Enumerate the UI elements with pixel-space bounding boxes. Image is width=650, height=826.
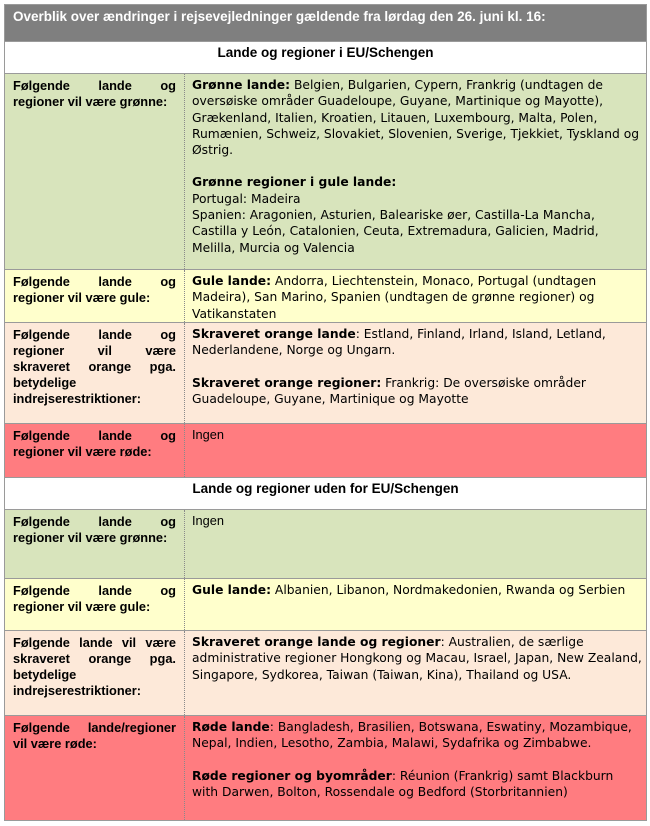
section-heading-eu — [4, 42, 647, 74]
eu-red-row — [4, 424, 647, 478]
eu-orange-regions-label: Skraveret orange regioner: — [192, 375, 382, 390]
non-eu-orange-row — [4, 631, 647, 716]
non-eu-red-countries-text: : Bangladesh, Brasilien, Botswana, Eswatiny, Mozambique, Nepal, Indien, Lesotho, Zambia, Malawi, Sydafrika og Zimbabwe. — [192, 720, 632, 751]
eu-orange-countries-text: : Estland, Finland, Irland, Island, Letland, Nederlandene, Norge og Ungarn. — [192, 327, 606, 358]
non-eu-green-text: Ingen — [192, 513, 225, 528]
non-eu-red-label: Følgende lande/regioner vil være røde: — [5, 716, 185, 820]
eu-yellow-row — [4, 270, 647, 323]
eu-orange-content — [185, 323, 646, 423]
eu-orange-regions-text: Frankrig: De oversøiske områder Guadeloupe, Guyane, Martinique og Mayotte — [192, 375, 586, 406]
eu-orange-row — [4, 323, 647, 424]
eu-green-regions-spain: Spanien: Aragonien, Asturien, Baleariske øer, Castilla-La Mancha, Castilla y León, Catalonien, Ceuta, Extremadura, Galicien, Madrid, Melilla, Murcia og Valencia — [192, 208, 599, 255]
eu-orange-countries-label: Skraveret orange lande — [192, 327, 356, 341]
non-eu-orange-countries-label: Skraveret orange lande og regioner — [192, 635, 441, 649]
eu-yellow-label: Følgende lande og regioner vil være gule: — [5, 270, 185, 322]
non-eu-red-content — [185, 716, 646, 820]
non-eu-green-row — [4, 510, 647, 579]
table-title-row — [4, 4, 647, 42]
eu-green-regions — [192, 174, 642, 255]
eu-green-regions-label: Grønne regioner i gule lande: — [192, 175, 397, 190]
eu-orange-label: Følgende lande og regioner vil være skraveret orange pga. betydelige indrejserestriktioner: — [5, 323, 185, 423]
eu-green-countries — [192, 77, 642, 158]
non-eu-yellow-countries-label: Gule lande: — [192, 583, 272, 597]
table-title: Overblik over ændringer i rejsevejledninger gældende fra lørdag den 26. juni kl. 16: — [13, 9, 546, 24]
eu-green-countries-text: Belgien, Bulgarien, Cypern, Frankrig (undtagen de oversøiske områder Guadeloupe, Guyane, Martinique og Mayotte), Grækenland, Italien, Kroatien, Litauen, Luxembourg, Malta, Polen, Rumænien, Schweiz, Slovakiet, Slovenien, Sverige, Tjekkiet, Tyskland og Østrig. — [192, 78, 640, 158]
non-eu-yellow-content — [185, 579, 646, 630]
eu-yellow-content — [185, 270, 646, 322]
non-eu-yellow-row — [4, 579, 647, 631]
non-eu-yellow-label: Følgende lande og regioner vil være gule: — [5, 579, 185, 630]
non-eu-red-row — [4, 716, 647, 821]
section-heading-non-eu — [4, 478, 647, 510]
non-eu-green-label: Følgende lande og regioner vil være grønne: — [5, 510, 185, 578]
non-eu-red-regions-label: Røde regioner og byområder — [192, 768, 392, 783]
non-eu-orange-label: Følgende lande vil være skraveret orange pga. betydelige indrejserestriktioner: — [5, 631, 185, 715]
travel-advice-table — [4, 4, 647, 821]
eu-yellow-countries-text: Andorra, Liechtenstein, Monaco, Portugal (undtagen Madeira), San Marino, Spanien (undtagen de grønne regioner) og Vatikanstaten — [192, 274, 597, 321]
eu-yellow-countries-label: Gule lande: — [192, 274, 272, 288]
non-eu-orange-countries-text: : Australien, de særlige administrative regioner Hongkong og Macau, Israel, Japan, New Zealand, Singapore, Sydkorea, Taiwan (Taiwan, Kina), Thailand og USA. — [192, 635, 642, 682]
non-eu-red-regions-text: : Réunion (Frankrig) samt Blackburn with Darwen, Bolton, Rossendale og Bedford (Storbritannien) — [192, 768, 614, 799]
eu-green-regions-portugal: Portugal: Madeira — [192, 191, 301, 206]
eu-green-label: Følgende lande og regioner vil være grønne: — [5, 74, 185, 269]
non-eu-orange-content — [185, 631, 646, 715]
non-eu-yellow-countries-text: Albanien, Libanon, Nordmakedonien, Rwanda og Serbien — [271, 583, 626, 597]
eu-red-text: Ingen — [192, 427, 225, 442]
eu-green-row — [4, 74, 647, 270]
eu-red-label: Følgende lande og regioner vil være røde: — [5, 424, 185, 477]
section-heading-non-eu-text: Lande og regioner uden for EU/Schengen — [192, 481, 459, 496]
eu-green-countries-label: Grønne lande: — [192, 78, 291, 92]
non-eu-red-countries-label: Røde lande — [192, 720, 270, 734]
section-heading-eu-text: Lande og regioner i EU/Schengen — [217, 45, 434, 60]
eu-green-content — [185, 74, 646, 269]
